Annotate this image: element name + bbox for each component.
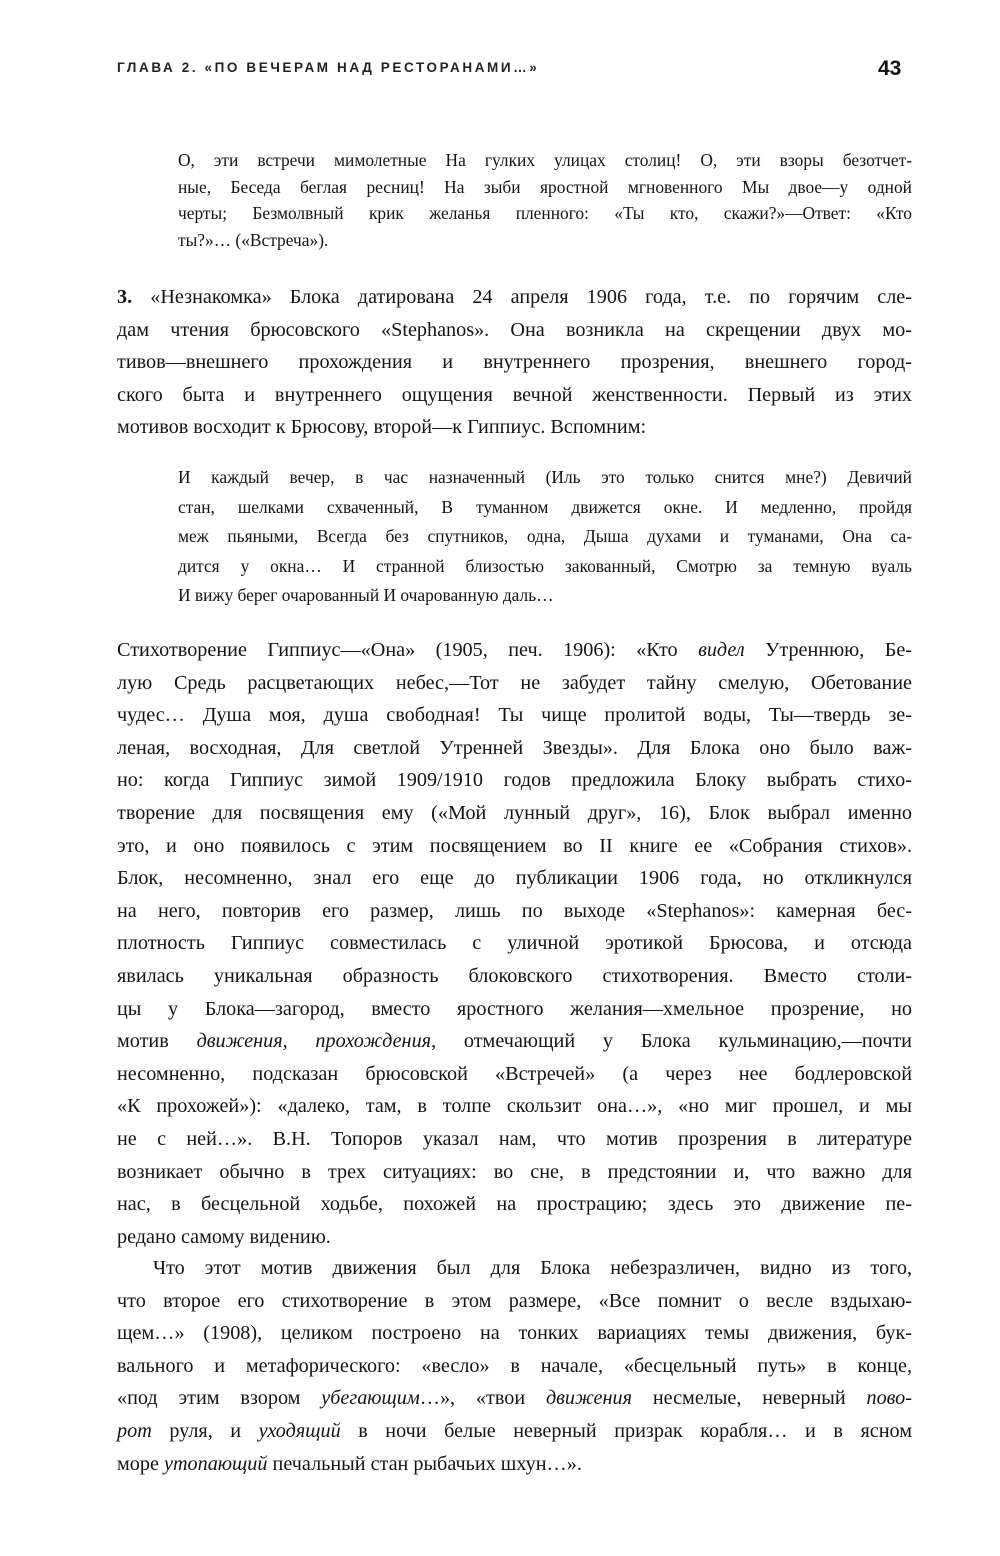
text-line bbox=[117, 379, 912, 412]
text-line bbox=[117, 346, 912, 379]
text-run: И каждый вечер, в час назначенный (Иль это только снится мне?) Девичий bbox=[178, 467, 912, 487]
italic-text: движения bbox=[545, 1387, 632, 1410]
text-run: вального и метафорического: «весло» в начале, «бесцельный путь» в конце, bbox=[117, 1354, 912, 1377]
italic-text: рот bbox=[117, 1419, 152, 1442]
text-run: руля, и bbox=[151, 1419, 259, 1442]
text-run: Утреннюю, Бе- bbox=[744, 639, 913, 661]
text-line bbox=[117, 764, 912, 797]
text-run: стан, шелками схваченный, В туманном движется окне. И медленно, пройдя bbox=[178, 496, 912, 517]
text-run: …», «твои bbox=[419, 1387, 546, 1410]
text-line bbox=[117, 1382, 912, 1415]
text-run: не с ней…». В.Н. Топоров указал нам, что мотив прозрения в литературе bbox=[117, 1127, 912, 1150]
text-line bbox=[117, 667, 912, 700]
text-line bbox=[178, 227, 912, 254]
text-run: щем…» (1908), целиком построено на тонких вариациях темы движения, бук- bbox=[117, 1322, 912, 1345]
text-run: леная, восходная, Для светлой Утренней Звезды». Для Блока оно было важ- bbox=[117, 736, 912, 759]
text-line bbox=[117, 1221, 912, 1254]
text-line bbox=[117, 281, 912, 314]
text-line bbox=[117, 732, 912, 765]
paragraph-gippius-ona bbox=[117, 634, 912, 1253]
text-line bbox=[178, 552, 912, 582]
text-line bbox=[178, 463, 912, 493]
text-run: черты; Безмолвный крик желанья пленного: «Ты кто, скажи?»—Ответ: «Кто bbox=[178, 203, 912, 223]
text-run: ные, Беседа беглая ресниц! На зыби яростной мгновенного Мы двое—у одной bbox=[178, 176, 912, 197]
text-line bbox=[117, 1415, 912, 1448]
text-run: И вижу берег очарованный И очарованную даль… bbox=[178, 585, 554, 605]
text-line bbox=[117, 1317, 912, 1350]
verse-quote-vstrecha bbox=[178, 147, 912, 253]
paragraph-motiv-dvizheniya bbox=[117, 1252, 912, 1480]
text-run: редано самому видению. bbox=[117, 1225, 331, 1248]
text-run: нас, в бесцельной ходьбе, похожей на прострацию; здесь это движение пе- bbox=[117, 1193, 912, 1216]
text-run: море bbox=[117, 1452, 164, 1475]
text-run: явилась уникальная образность блоковского стихотворения. Вместо столи- bbox=[117, 964, 912, 987]
italic-text: утопающий bbox=[163, 1452, 268, 1475]
italic-text: пово- bbox=[866, 1387, 912, 1410]
text-line bbox=[117, 830, 912, 863]
text-line bbox=[117, 1156, 912, 1189]
text-line bbox=[117, 1188, 912, 1221]
text-line bbox=[178, 147, 912, 174]
text-run: чудес… Душа моя, душа свободная! Ты чище пролитой воды, Ты—твердь зе- bbox=[117, 704, 912, 727]
text-line bbox=[117, 1123, 912, 1156]
text-line bbox=[117, 1090, 912, 1123]
text-line bbox=[117, 1448, 912, 1481]
text-run: меж пьяными, Всегда без спутников, одна, Дыша духами и туманами, Она са- bbox=[178, 526, 912, 546]
italic-text: движения, прохождения bbox=[196, 1030, 432, 1053]
text-line bbox=[117, 1350, 912, 1383]
text-line bbox=[117, 411, 912, 444]
text-run: но: когда Гиппиус зимой 1909/1910 годов предложила Блоку выбрать стихо- bbox=[117, 769, 912, 792]
text-run: , отмечающий у Блока кульминацию,—почти bbox=[431, 1030, 912, 1053]
text-line bbox=[178, 493, 912, 523]
text-run: на него, повторив его размер, лишь по выходе «Stephanos»: камерная бес- bbox=[117, 899, 912, 922]
text-run: дам чтения брюсовского «Stephanos». Она возникла на скрещении двух мо- bbox=[117, 318, 912, 341]
text-line bbox=[117, 1285, 912, 1318]
text-line bbox=[117, 895, 912, 928]
text-run: лую Средь расцветающих небес,—Тот не забудет тайну смелую, Обетование bbox=[117, 671, 912, 694]
text-line bbox=[178, 174, 912, 201]
text-run: творение для посвящения ему («Мой лунный друг», 16), Блок выбрал именно bbox=[117, 801, 912, 824]
text-run: О, эти встречи мимолетные На гулких улицах столиц! О, эти взоры безотчет- bbox=[178, 150, 912, 170]
text-run: несомненно, подсказан брюсовской «Встречей» (а через нее бодлеровской bbox=[117, 1062, 912, 1085]
page-number: 43 bbox=[878, 57, 902, 80]
verse-quote-neznakomka bbox=[178, 463, 912, 611]
text-run: возникает обычно в трех ситуациях: во сне, в предстоянии и, что важно для bbox=[117, 1160, 912, 1183]
text-line bbox=[117, 1058, 912, 1091]
text-line bbox=[178, 522, 912, 552]
text-line bbox=[117, 960, 912, 993]
text-run: мотивов восходит к Брюсову, второй—к Гиппиус. Вспомним: bbox=[117, 416, 647, 439]
text-run: Стихотворение Гиппиус—«Она» (1905, печ. 1906): «Кто bbox=[117, 639, 699, 661]
text-run: печальный стан рыбачьих шхун…». bbox=[267, 1452, 582, 1475]
text-run: плотность Гиппиус совместилась с уличной эротикой Брюсова, и отсюда bbox=[117, 932, 912, 955]
paragraph-neznakomka bbox=[117, 281, 912, 444]
text-run: в ночи белые неверный призрак корабля… и в ясном bbox=[340, 1419, 913, 1442]
text-line bbox=[117, 927, 912, 960]
text-line bbox=[117, 862, 912, 895]
text-run: ского быта и внутреннего ощущения вечной женственности. Первый из этих bbox=[117, 383, 912, 406]
bold-text: 3. bbox=[117, 286, 133, 308]
text-run: несмелые, неверный bbox=[632, 1387, 867, 1410]
text-run: цы у Блока—загород, вместо яростного желания—хмельное прозрение, но bbox=[117, 997, 912, 1020]
text-run: тивов—внешнего прохождения и внутреннего прозрения, внешнего город- bbox=[117, 351, 912, 374]
text-line bbox=[117, 314, 912, 347]
italic-text: убегающим bbox=[321, 1387, 420, 1410]
running-header: ГЛАВА 2. «ПО ВЕЧЕРАМ НАД РЕСТОРАНАМИ…» bbox=[117, 60, 540, 75]
text-run: мотив bbox=[117, 1030, 197, 1053]
text-line bbox=[117, 699, 912, 732]
text-run: «Незнакомка» Блока датирована 24 апреля 1906 года, т.е. по горячим сле- bbox=[132, 286, 912, 308]
text-line bbox=[117, 993, 912, 1026]
italic-text: видел bbox=[698, 639, 745, 661]
text-line bbox=[117, 1252, 912, 1285]
text-run: Блок, несомненно, знал его еще до публикации 1906 года, но откликнулся bbox=[117, 867, 912, 890]
text-line bbox=[117, 634, 912, 667]
italic-text: уходящий bbox=[258, 1419, 341, 1442]
text-run: Что этот мотив движения был для Блока небезразличен, видно из того, bbox=[153, 1257, 912, 1279]
text-run: «под этим взором bbox=[117, 1387, 322, 1410]
text-line bbox=[178, 581, 912, 611]
text-run: «К прохожей»): «далеко, там, в толпе скользит она…», «но миг прошел, и мы bbox=[117, 1095, 912, 1118]
text-line bbox=[117, 1025, 912, 1058]
text-run: это, и оно появилось с этим посвящением во II книге ее «Собрания стихов». bbox=[117, 834, 912, 857]
text-run: ты?»… («Встреча»). bbox=[178, 229, 329, 250]
text-line bbox=[117, 797, 912, 830]
text-line bbox=[178, 200, 912, 227]
text-run: что второе его стихотворение в этом размере, «Все помнит о весле вздыхаю- bbox=[117, 1289, 912, 1312]
text-run: дится у окна… И странной близостью закованный, Смотрю за темную вуаль bbox=[178, 555, 912, 576]
